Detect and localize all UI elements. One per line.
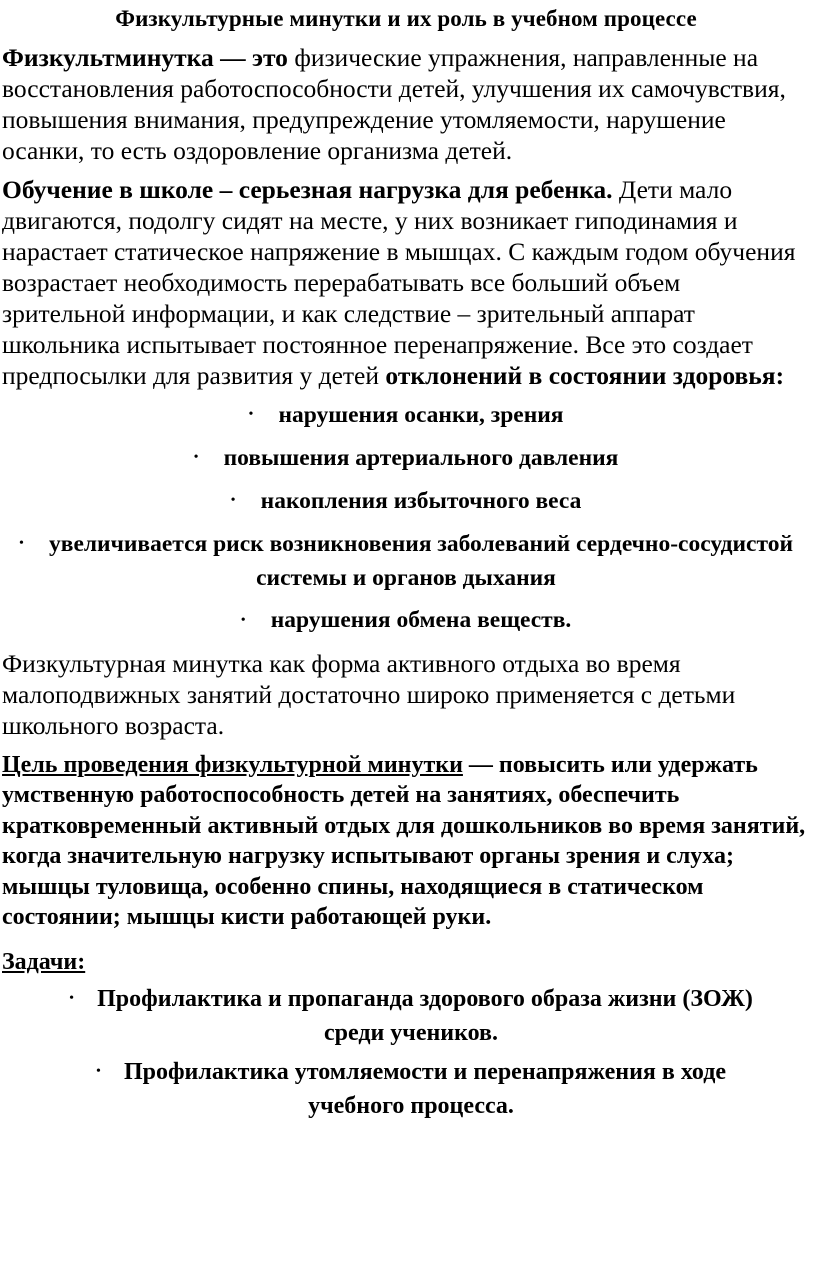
list-item: • Профилактика и пропаганда здорового образа жизни (ЗОЖ) среди учеников. (2, 983, 810, 1050)
tasks-list (2, 983, 810, 1123)
bullet-icon: • (69, 990, 75, 1006)
school-text: Дети мало двигаются, подолгу сидят на месте, у них возникает гиподинамия и нарастает статическое напряжение в мышцах. С каждым годом обучения возрастает необходимость перерабатывать все больший объем зрительной информации, и как следствие – зрительный аппарат школьника испытывает постоянное перенапряжение. Все это создает предпосылки для развития у детей (2, 175, 796, 390)
active-rest-paragraph: Физкультурная минутка как форма активного отдыха во время малоподвижных занятий достаточно широко применяется с детьми школьного возраста. (2, 648, 736, 740)
list-item: • повышения артериального давления (2, 442, 810, 476)
list-item: • нарушения обмена веществ. (2, 604, 810, 638)
school-lead: Обучение в школе – серьезная нагрузка для ребенка. (2, 175, 613, 204)
intro-term: Физкультминутка — это (2, 43, 288, 72)
bullet-icon: • (248, 407, 254, 423)
deviations-list (2, 399, 810, 639)
document-page (0, 4, 816, 1271)
school-paragraph (2, 174, 810, 391)
list-item: • увеличивается риск возникновения заболеваний сердечно-сосудистой системы и органов дыхания (2, 528, 810, 595)
tasks-heading: Задачи: (2, 948, 86, 975)
goal-label: Цель проведения физкультурной минутки (2, 751, 463, 778)
bullet-icon: • (19, 536, 24, 552)
bullet-icon: • (240, 612, 246, 628)
school-tail: отклонений в состоянии здоровья: (385, 361, 785, 390)
bullet-icon: • (95, 1063, 101, 1079)
intro-text: физические упражнения, направленные на восстановления работоспособности детей, улучшения их самочувствия, повышения внимания, предупреждение утомляемости, нарушение осанки, то есть оздоровление организма детей. (2, 43, 786, 165)
bullet-icon: • (193, 450, 199, 466)
bullet-icon: • (230, 493, 236, 509)
goal-paragraph (2, 750, 810, 933)
goal-text: — повысить или удержать умственную работоспособность детей на занятиях, обеспечить кратковременный активный отдых для дошкольников во время занятий, когда значительную нагрузку испытывают органы зрения и слуха; мышцы туловища, особенно спины, находящиеся в статическом состоянии; мышцы кисти работающей руки. (2, 751, 806, 931)
list-item: • накопления избыточного веса (2, 485, 810, 519)
intro-paragraph (2, 42, 810, 166)
list-item: • нарушения осанки, зрения (2, 399, 810, 433)
page-title: Физкультурные минутки и их роль в учебном процессе (115, 6, 697, 31)
list-item: • Профилактика утомляемости и перенапряжения в ходе учебного процесса. (2, 1056, 810, 1123)
